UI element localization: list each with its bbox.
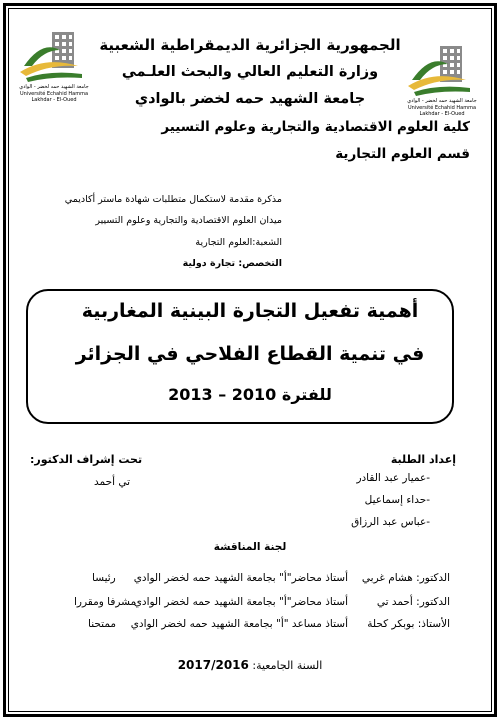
member-role: مشرفا ومقررا	[74, 596, 137, 608]
academic-year	[0, 658, 500, 672]
thesis-period: للفترة 2010 – 2013	[168, 385, 332, 404]
committee-member-row	[0, 572, 500, 588]
committee-member-row	[0, 596, 500, 612]
member-title: الدكتور: هشام غربي	[361, 572, 450, 584]
supervisor-name: تي أحمد	[94, 476, 131, 488]
logo-caption-french: Université Echahid Hamma Lakhdar - El-Oued	[19, 91, 89, 103]
department-name: قسم العلوم التجارية	[335, 146, 470, 162]
university-name: جامعة الشهيد حمه لخضر بالوادي	[134, 91, 366, 107]
academic-year-label: السنة الجامعية:	[252, 659, 323, 672]
memo-line-2: ميدان العلوم الاقتصادية والتجارية وعلوم التسيير	[95, 215, 282, 226]
students-heading: إعداد الطلبة	[390, 453, 456, 466]
committee-heading: لجنة المناقشة	[213, 541, 287, 553]
member-rank: أستاذ محاضر"أ" بجامعة الشهيد حمه لخضر الوادي	[133, 572, 348, 584]
thesis-title-line-2: في تنمية القطاع الفلاحي في الجزائر	[75, 343, 425, 365]
memo-line-3: الشعبة:العلوم التجارية	[195, 237, 282, 248]
member-title: الأستاذ: بوبكر كحلة	[367, 618, 450, 630]
academic-year-value: 2017/2016	[177, 658, 249, 672]
member-title: الدكتور: أحمد تي	[376, 596, 450, 608]
logo-caption-french: Université Echahid Hamma Lakhdar - El-Oued	[407, 105, 477, 117]
student-name: -عباس عبد الرزاق	[351, 516, 430, 528]
student-name: -حداء إسماعيل	[364, 494, 430, 506]
member-role: ممتحنا	[88, 618, 117, 630]
memo-specialty: التخصص: تجارة دولية	[182, 258, 282, 269]
thesis-title-line-1: أهمية تفعيل التجارة البينية المغاربية	[81, 300, 419, 322]
logo-caption-arabic: جامعة الشهيد حمه لخضر - الوادي	[19, 84, 89, 90]
republic-name: الجمهورية الجزائرية الديمقراطية الشعبية	[99, 36, 401, 54]
member-rank: أستاذ محاضر"أ" بجامعة الشهيد حمه لخضر الوادي	[133, 596, 348, 608]
student-name: -عميار عبد القادر	[356, 472, 430, 484]
ministry-name: وزارة التعليم العالي والبحث العلـمي	[121, 64, 379, 80]
committee-member-row	[0, 618, 500, 634]
memo-line-1: مذكرة مقدمة لاستكمال متطلبات شهادة ماستر أكاديمي	[64, 194, 282, 205]
faculty-name: كلية العلوم الاقتصادية والتجارية وعلوم التسيير	[161, 119, 470, 135]
member-role: رئيسا	[92, 572, 116, 584]
logo-caption-arabic: جامعة الشهيد حمه لخضر - الوادي	[407, 98, 477, 104]
supervisor-heading: تحت إشراف الدكتور:	[30, 453, 143, 466]
member-rank: أستاذ مساعد "أ" بجامعة الشهيد حمه لخضر الوادي	[130, 618, 348, 630]
